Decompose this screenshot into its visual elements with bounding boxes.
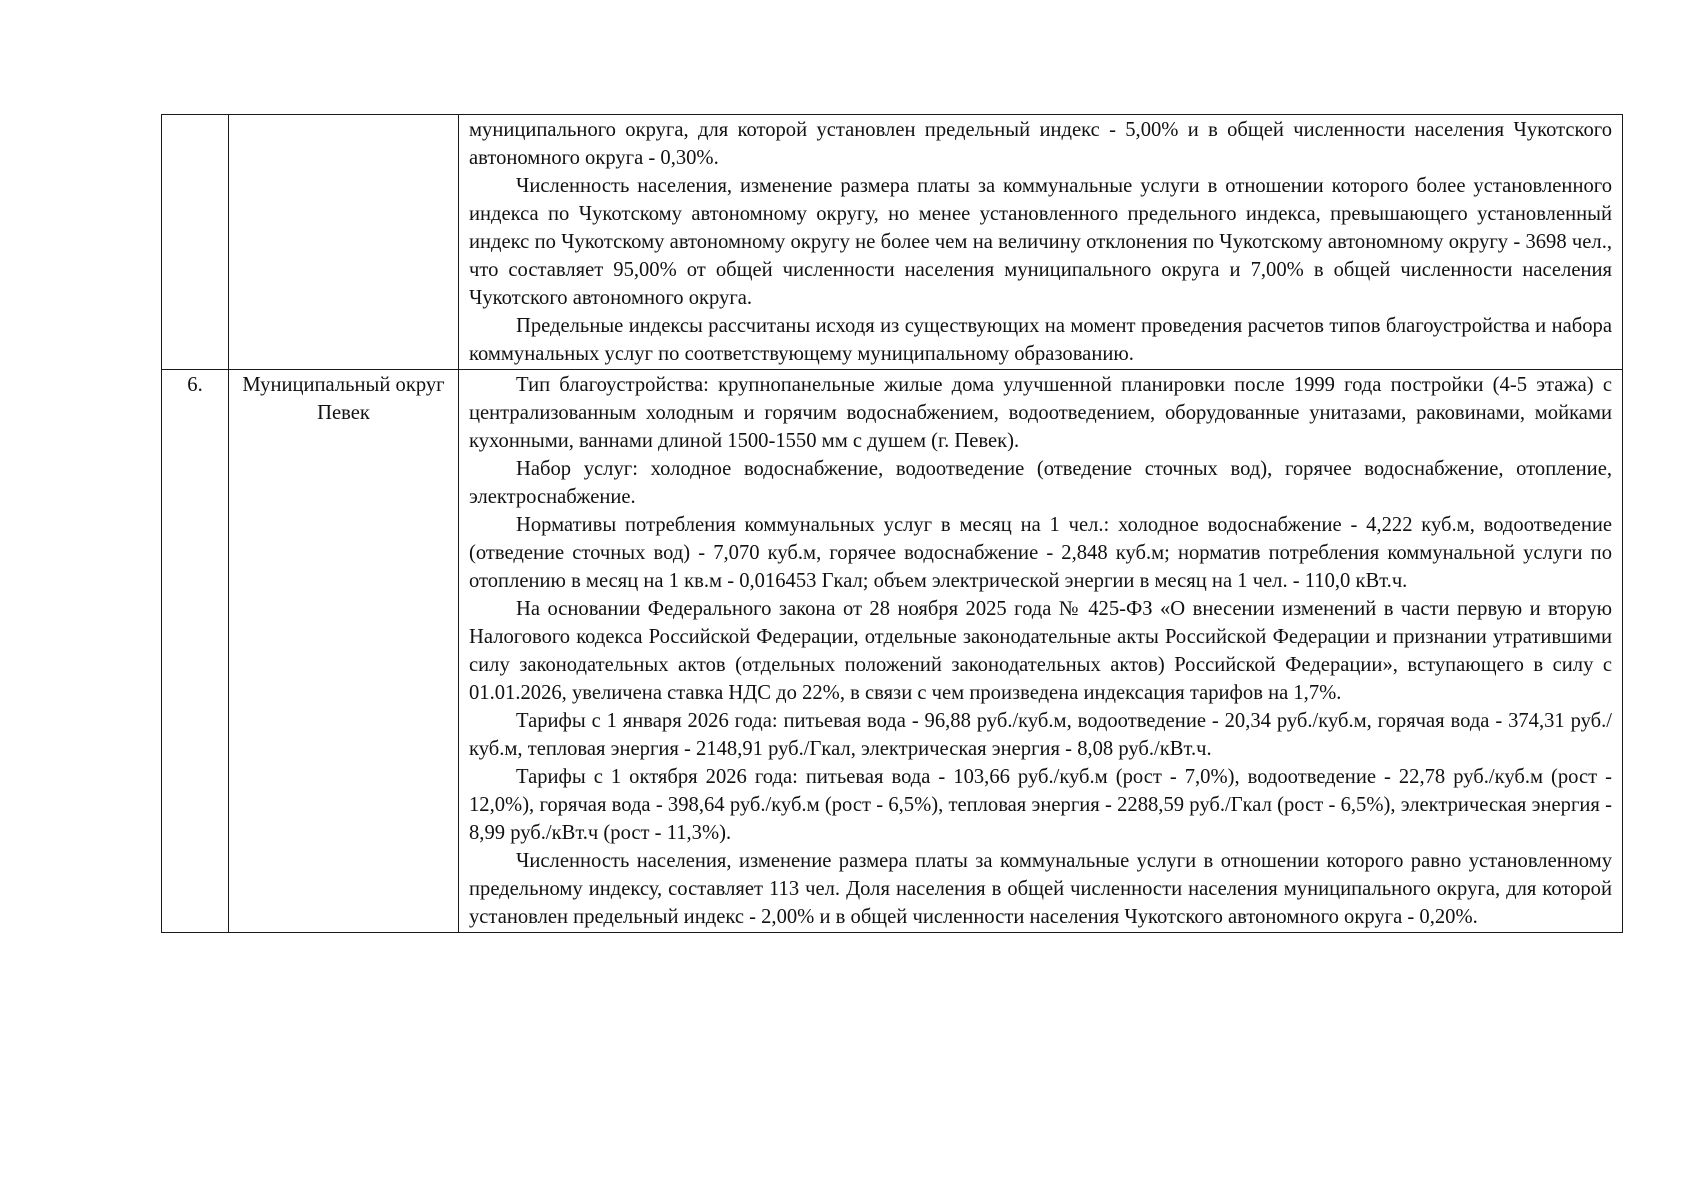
- description-cell: [459, 370, 1623, 933]
- paragraph: муниципального округа, для которой установлен предельный индекс - 5,00% и в общей численности населения Чукотского автономного округа - 0,30%.: [469, 119, 1612, 169]
- paragraph: Тарифы с 1 января 2026 года: питьевая вода - 96,88 руб./куб.м, водоотведение - 20,34 руб./куб.м, горячая вода - 374,31 руб./куб.м, тепловая энергия - 2148,91 руб./Гкал, электрическая энергия - 8,08 руб./кВт.ч.: [469, 710, 1612, 760]
- table-row: [162, 115, 1623, 370]
- paragraph: Численность населения, изменение размера платы за коммунальные услуги в отношении которого равно установленному предельному индексу, составляет 113 чел. Доля населения в общей численности населения муниципального округа, для которой установлен предельный индекс - 2,00% и в общей численности населения Чукотского автономного округа - 0,20%.: [469, 850, 1612, 928]
- paragraph: Тип благоустройства: крупнопанельные жилые дома улучшенной планировки после 1999 года постройки (4-5 этажа) с централизованным холодным и горячим водоснабжением, водоотведением, оборудованные унитазами, раковинами, мойками кухонными, ваннами длиной 1500-1550 мм с душем (г. Певек).: [469, 374, 1612, 452]
- row-number-cell: [162, 115, 229, 370]
- paragraph: Тарифы с 1 октября 2026 года: питьевая вода - 103,66 руб./куб.м (рост - 7,0%), водоотведение - 22,78 руб./куб.м (рост - 12,0%), горячая вода - 398,64 руб./куб.м (рост - 6,5%), тепловая энергия - 2288,59 руб./Гкал (рост - 6,5%), электрическая энергия - 8,99 руб./кВт.ч (рост - 11,3%).: [469, 766, 1612, 844]
- tariff-table: [161, 114, 1623, 933]
- paragraph: На основании Федерального закона от 28 ноября 2025 года № 425-ФЗ «О внесении изменений в части первую и вторую Налогового кодекса Российской Федерации, отдельные законодательные акты Российской Федерации и признании утратившими силу законодательных актов (отдельных положений законодательных актов) Российской Федерации», вступающего в силу с 01.01.2026, увеличена ставка НДС до 22%, в связи с чем произведена индексация тарифов на 1,7%.: [469, 598, 1612, 704]
- description-cell: [459, 115, 1623, 370]
- municipality-name-cell: Муниципальный округ Певек: [229, 370, 459, 933]
- municipality-name-cell: [229, 115, 459, 370]
- paragraph: Нормативы потребления коммунальных услуг в месяц на 1 чел.: холодное водоснабжение - 4,222 куб.м, водоотведение (отведение сточных вод) - 7,070 куб.м, горячее водоснабжение - 2,848 куб.м; норматив потребления коммунальной услуги по отоплению в месяц на 1 кв.м - 0,016453 Гкал; объем электрической энергии в месяц на 1 чел. - 110,0 кВт.ч.: [469, 514, 1612, 592]
- row-number-cell: 6.: [162, 370, 229, 933]
- table-row: [162, 370, 1623, 933]
- paragraph: Набор услуг: холодное водоснабжение, водоотведение (отведение сточных вод), горячее водоснабжение, отопление, электроснабжение.: [469, 458, 1612, 508]
- paragraph: Предельные индексы рассчитаны исходя из существующих на момент проведения расчетов типов благоустройства и набора коммунальных услуг по соответствующему муниципальному образованию.: [469, 315, 1612, 365]
- paragraph: Численность населения, изменение размера платы за коммунальные услуги в отношении которого более установленного индекса по Чукотскому автономному округу, но менее установленного предельного индекса, превышающего установленный индекс по Чукотскому автономному округу не более чем на величину отклонения по Чукотскому автономному округу - 3698 чел., что составляет 95,00% от общей численности населения муниципального округа и 7,00% в общей численности населения Чукотского автономного округа.: [469, 175, 1612, 309]
